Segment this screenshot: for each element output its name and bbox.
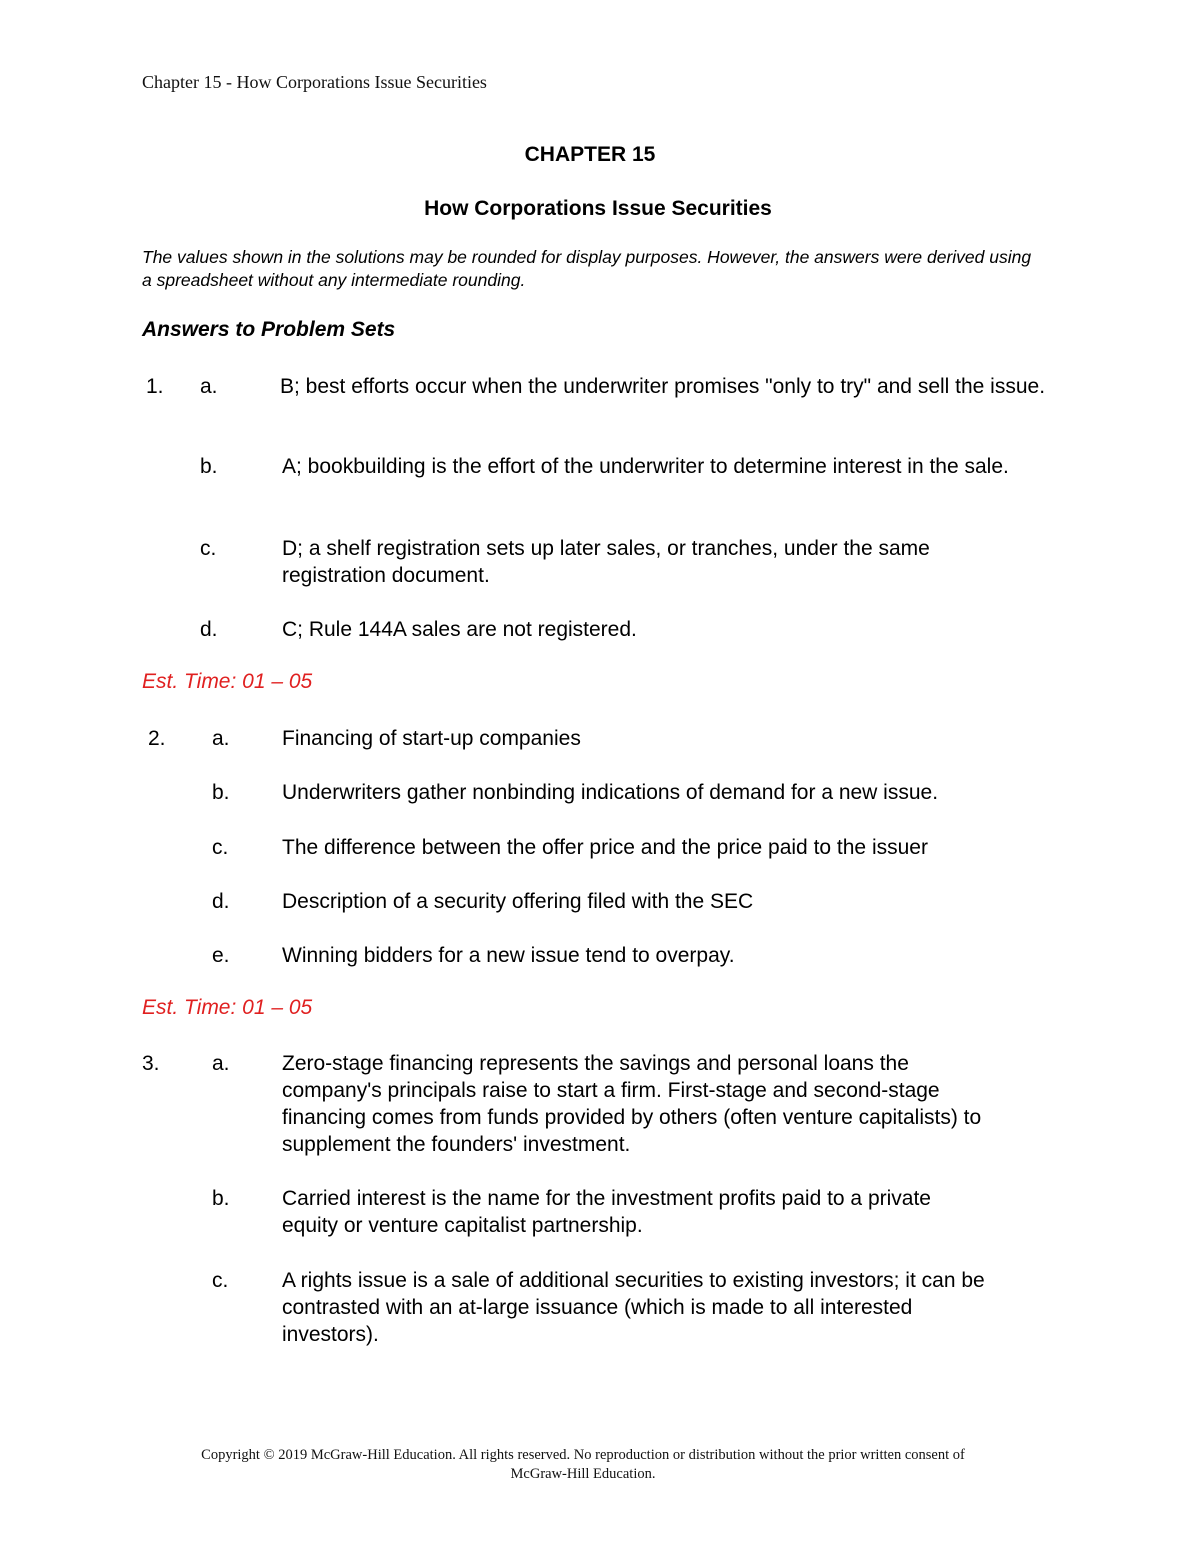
answer-text: Carried interest is the name for the investment profits paid to a private equity or venture capitalist partnership. [282, 1187, 931, 1237]
answer-text: Zero-stage financing represents the savings and personal loans the company's principals raise to start a firm. First-stage and second-stage financing comes from funds provided by others (often venture capitalists) to supplement the founders' investment. [282, 1052, 982, 1156]
item-letter: d. [212, 890, 230, 913]
answer-text: Winning bidders for a new issue tend to overpay. [282, 944, 735, 967]
est-time-label: Est. Time: 01 – 05 [142, 996, 313, 1019]
item-letter: b. [212, 1187, 230, 1210]
copyright-footer [0, 1446, 1166, 1484]
section-heading: Answers to Problem Sets [142, 318, 396, 341]
chapter-number: CHAPTER 15 [524, 143, 656, 166]
answer-text: Financing of start-up companies [282, 727, 581, 750]
est-time-label: Est. Time: 01 – 05 [142, 670, 313, 693]
copyright-line: Copyright © 2019 McGraw-Hill Education. All rights reserved. No reproduction or distribution without the prior written consent of [201, 1447, 965, 1463]
answer-text: Underwriters gather nonbinding indications of demand for a new issue. [282, 781, 939, 804]
problem-number: 1. [146, 375, 164, 398]
copyright-line: McGraw-Hill Education. [510, 1466, 656, 1482]
item-letter: a. [212, 1052, 230, 1075]
item-letter: d. [200, 618, 218, 641]
item-letter: a. [200, 375, 218, 398]
item-letter: c. [200, 537, 217, 560]
answer-text: A rights issue is a sale of additional securities to existing investors; it can be contrasted with an at-large issuance (which is made to all interested investors). [282, 1269, 985, 1346]
answer-text: C; Rule 144A sales are not registered. [282, 618, 637, 641]
page-header: Chapter 15 - How Corporations Issue Securities [142, 72, 487, 92]
item-letter: c. [212, 836, 229, 859]
item-letter: a. [212, 727, 230, 750]
chapter-title: How Corporations Issue Securities [424, 197, 772, 220]
answer-text: A; bookbuilding is the effort of the underwriter to determine interest in the sale. [282, 455, 1009, 478]
answer-text: Description of a security offering filed with the SEC [282, 890, 754, 913]
item-letter: b. [212, 781, 230, 804]
answer-text: B; best efforts occur when the underwriter promises "only to try" and sell the issue. [280, 375, 1046, 398]
rounding-note: The values shown in the solutions may be rounded for display purposes. However, the answers were derived using a spreadsheet without any intermediate rounding. [142, 247, 1032, 290]
answer-text: D; a shelf registration sets up later sales, or tranches, under the same registration document. [282, 537, 930, 587]
item-letter: b. [200, 455, 218, 478]
item-letter: e. [212, 944, 230, 967]
problem-number: 2. [148, 727, 166, 750]
answer-text: The difference between the offer price and the price paid to the issuer [282, 836, 928, 859]
problem-number: 3. [142, 1052, 160, 1075]
item-letter: c. [212, 1269, 229, 1292]
